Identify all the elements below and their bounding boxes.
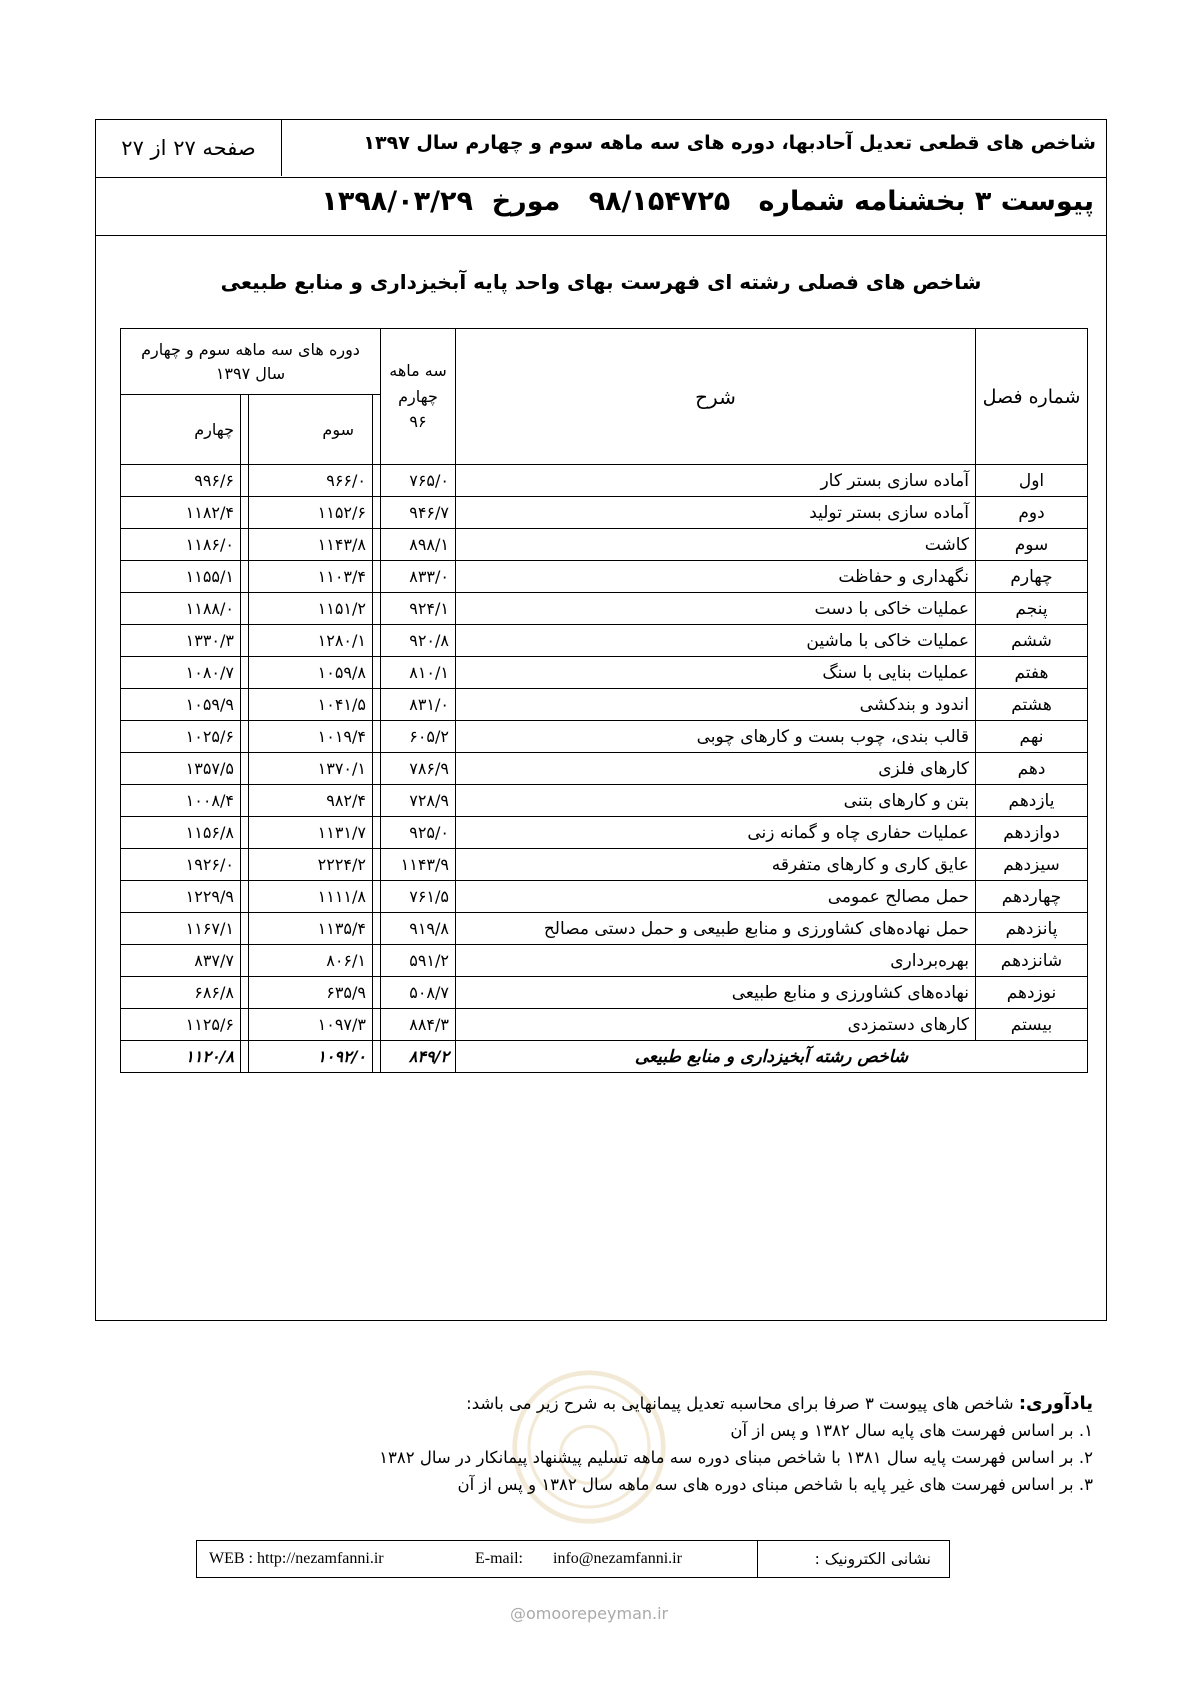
gap-cell <box>373 977 381 1009</box>
gap-cell <box>373 753 381 785</box>
notes-item: ۲. بر اساس فهرست پایه سال ۱۳۸۱ با شاخص مبنای دوره سه ماهه تسلیم پیشنهاد پیمانکار در سال ۱۳۸۲ <box>379 1448 1093 1467</box>
base-value-cell: ۹۴۶/۷ <box>381 497 456 529</box>
description-cell: عملیات حفاری چاه و گمانه زنی <box>456 817 976 849</box>
gap-cell <box>373 689 381 721</box>
q4-value-cell: ۱۰۸۰/۷ <box>121 657 241 689</box>
base-value-cell: ۱۱۴۳/۹ <box>381 849 456 881</box>
chapter-cell: دهم <box>976 753 1088 785</box>
description-cell: قالب بندی، چوب بست و کارهای چوبی <box>456 721 976 753</box>
description-cell: حمل مصالح عمومی <box>456 881 976 913</box>
description-cell: کاشت <box>456 529 976 561</box>
gap-cell <box>241 913 249 945</box>
watermark-text: @omoorepeyman.ir <box>510 1604 669 1623</box>
chapter-cell: دوم <box>976 497 1088 529</box>
q3-value-cell: ۱۳۷۰/۱ <box>249 753 373 785</box>
q3-value-cell: ۱۱۳۵/۴ <box>249 913 373 945</box>
q4-value-cell: ۱۲۲۹/۹ <box>121 881 241 913</box>
base-value-cell: ۷۲۸/۹ <box>381 785 456 817</box>
section-title: شاخص های فصلی رشته ای فهرست بهای واحد پایه آبخیزداری و منابع طبیعی <box>220 270 982 294</box>
chapter-cell: اول <box>976 465 1088 497</box>
gap-cell <box>373 817 381 849</box>
q3-value-cell: ۹۶۶/۰ <box>249 465 373 497</box>
chapter-cell: پنجم <box>976 593 1088 625</box>
description-cell: نگهداری و حفاظت <box>456 561 976 593</box>
gap-cell <box>241 625 249 657</box>
gap-cell <box>373 395 381 465</box>
contact-box <box>196 1540 950 1578</box>
q3-value-cell: ۶۳۵/۹ <box>249 977 373 1009</box>
q4-value-cell: ۶۸۶/۸ <box>121 977 241 1009</box>
table-body <box>121 465 1088 1073</box>
description-cell: بهره‌برداری <box>456 945 976 977</box>
notes-intro-text: شاخص های پیوست ۳ صرفا برای محاسبه تعدیل پیمانهایی به شرح زیر می باشد: <box>466 1394 1019 1413</box>
description-cell: عملیات خاکی با ماشین <box>456 625 976 657</box>
gap-cell <box>241 395 249 465</box>
gap-cell <box>373 945 381 977</box>
q3-value-cell: ۸۰۶/۱ <box>249 945 373 977</box>
q3-value-cell: ۱۱۰۳/۴ <box>249 561 373 593</box>
q3-value-cell: ۱۱۳۱/۷ <box>249 817 373 849</box>
email-label: E-mail: <box>475 1550 523 1567</box>
gap-cell <box>373 1041 381 1073</box>
gap-cell <box>241 497 249 529</box>
notes-item: ۳. بر اساس فهرست های غیر پایه با شاخص مبنای دوره های سه ماهه سال ۱۳۸۲ و پس از آن <box>457 1475 1093 1494</box>
table-row <box>121 657 1088 689</box>
description-cell: کارهای فلزی <box>456 753 976 785</box>
gap-cell <box>241 817 249 849</box>
description-cell: بتن و کارهای بتنی <box>456 785 976 817</box>
q3-value-cell: ۱۰۹۷/۳ <box>249 1009 373 1041</box>
table-row <box>121 977 1088 1009</box>
gap-cell <box>373 1009 381 1041</box>
chapter-cell: ششم <box>976 625 1088 657</box>
col-header-chapter: شماره فصل <box>976 329 1088 465</box>
q4-value-cell: ۱۱۸۲/۴ <box>121 497 241 529</box>
base-value-cell: ۸۱۰/۱ <box>381 657 456 689</box>
base-value-cell: ۸۹۸/۱ <box>381 529 456 561</box>
chapter-cell: نهم <box>976 721 1088 753</box>
circular-reference: پیوست ۳ بخشنامه شماره ۹۸/۱۵۴۷۲۵ مورخ ۱۳۹۸/۰۳/۲۹ <box>321 186 1094 217</box>
gap-cell <box>373 465 381 497</box>
col-header-group: دوره های سه ماهه سوم و چهارم سال ۱۳۹۷ <box>121 329 381 395</box>
table-row <box>121 561 1088 593</box>
description-cell: عایق کاری و کارهای متفرقه <box>456 849 976 881</box>
q4-value-cell: ۱۳۳۰/۳ <box>121 625 241 657</box>
gap-cell <box>373 593 381 625</box>
description-cell: آماده سازی بستر کار <box>456 465 976 497</box>
gap-cell <box>373 561 381 593</box>
q3-value-cell: ۱۱۵۱/۲ <box>249 593 373 625</box>
base-value-cell: ۹۲۰/۸ <box>381 625 456 657</box>
description-cell: عملیات بنایی با سنگ <box>456 657 976 689</box>
table-row <box>121 849 1088 881</box>
chapter-cell: سیزدهم <box>976 849 1088 881</box>
total-q3-cell: ۱۰۹۲/۰ <box>249 1041 373 1073</box>
gap-cell <box>373 881 381 913</box>
q4-value-cell: ۱۱۵۵/۱ <box>121 561 241 593</box>
base-value-cell: ۹۲۴/۱ <box>381 593 456 625</box>
description-cell: حمل نهاده‌های کشاورزی و منابع طبیعی و حمل دستی مصالح <box>456 913 976 945</box>
q3-value-cell: ۹۸۲/۴ <box>249 785 373 817</box>
base-value-cell: ۹۱۹/۸ <box>381 913 456 945</box>
q3-value-cell: ۱۲۸۰/۱ <box>249 625 373 657</box>
chapter-cell: یازدهم <box>976 785 1088 817</box>
gap-cell <box>241 1009 249 1041</box>
table-row <box>121 465 1088 497</box>
chapter-cell: هفتم <box>976 657 1088 689</box>
table-row <box>121 497 1088 529</box>
total-row <box>121 1041 1088 1073</box>
q3-value-cell: ۱۱۱۱/۸ <box>249 881 373 913</box>
gap-cell <box>373 497 381 529</box>
q3-value-cell: ۱۰۴۱/۵ <box>249 689 373 721</box>
gap-cell <box>241 785 249 817</box>
table-row <box>121 689 1088 721</box>
gap-cell <box>373 913 381 945</box>
chapter-cell: چهارم <box>976 561 1088 593</box>
total-q4-cell: ۱۱۲۰/۸ <box>121 1041 241 1073</box>
col-header-base: سه ماهه چهارم ۹۶ <box>381 329 456 465</box>
base-value-cell: ۸۳۱/۰ <box>381 689 456 721</box>
table-row <box>121 625 1088 657</box>
base-value-cell: ۹۲۵/۰ <box>381 817 456 849</box>
q4-value-cell: ۱۳۵۷/۵ <box>121 753 241 785</box>
table-row <box>121 529 1088 561</box>
table-row <box>121 1009 1088 1041</box>
chapter-cell: سوم <box>976 529 1088 561</box>
total-description-cell: شاخص رشته آبخیزداری و منابع طبیعی <box>456 1041 1088 1073</box>
notes <box>379 1390 1093 1498</box>
q4-value-cell: ۸۳۷/۷ <box>121 945 241 977</box>
col-header-q4: چهارم <box>121 395 241 465</box>
gap-cell <box>241 753 249 785</box>
chapter-cell: نوزدهم <box>976 977 1088 1009</box>
gap-cell <box>373 657 381 689</box>
base-value-cell: ۷۶۱/۵ <box>381 881 456 913</box>
table-row <box>121 721 1088 753</box>
gap-cell <box>241 849 249 881</box>
table-row <box>121 785 1088 817</box>
description-cell: اندود و بندکشی <box>456 689 976 721</box>
description-cell: نهاده‌های کشاورزی و منابع طبیعی <box>456 977 976 1009</box>
q4-value-cell: ۱۰۲۵/۶ <box>121 721 241 753</box>
page-number: صفحه ۲۷ از ۲۷ <box>96 120 282 176</box>
notes-label: یادآوری: <box>1018 1393 1093 1414</box>
q3-value-cell: ۱۰۵۹/۸ <box>249 657 373 689</box>
base-value-cell: ۵۹۱/۲ <box>381 945 456 977</box>
table-row <box>121 817 1088 849</box>
gap-cell <box>241 593 249 625</box>
q4-value-cell: ۱۱۲۵/۶ <box>121 1009 241 1041</box>
table-row <box>121 945 1088 977</box>
base-value-cell: ۸۳۳/۰ <box>381 561 456 593</box>
gap-cell <box>241 561 249 593</box>
header-row <box>96 120 1106 178</box>
table-row <box>121 753 1088 785</box>
email-link[interactable]: info@nezamfanni.ir <box>553 1550 682 1567</box>
description-cell: عملیات خاکی با دست <box>456 593 976 625</box>
base-value-cell: ۷۸۶/۹ <box>381 753 456 785</box>
index-table <box>120 328 1088 1073</box>
gap-cell <box>373 785 381 817</box>
gap-cell <box>241 977 249 1009</box>
address-label: نشانی الکترونیک : <box>757 1541 949 1577</box>
gap-cell <box>373 625 381 657</box>
table-row <box>121 881 1088 913</box>
chapter-cell: هشتم <box>976 689 1088 721</box>
gap-cell <box>373 721 381 753</box>
gap-cell <box>241 881 249 913</box>
q4-value-cell: ۱۱۸۸/۰ <box>121 593 241 625</box>
circular-row <box>96 178 1106 236</box>
q3-value-cell: ۱۱۵۲/۶ <box>249 497 373 529</box>
base-value-cell: ۸۸۴/۳ <box>381 1009 456 1041</box>
q4-value-cell: ۱۰۵۹/۹ <box>121 689 241 721</box>
base-value-cell: ۵۰۸/۷ <box>381 977 456 1009</box>
col-header-q3: سوم <box>249 395 373 465</box>
chapter-cell: دوازدهم <box>976 817 1088 849</box>
description-cell: آماده سازی بستر تولید <box>456 497 976 529</box>
gap-cell <box>241 945 249 977</box>
base-value-cell: ۶۰۵/۲ <box>381 721 456 753</box>
table-row <box>121 913 1088 945</box>
gap-cell <box>241 529 249 561</box>
description-cell: کارهای دستمزدی <box>456 1009 976 1041</box>
col-header-description: شرح <box>456 329 976 465</box>
gap-cell <box>241 657 249 689</box>
q3-value-cell: ۱۰۱۹/۴ <box>249 721 373 753</box>
gap-cell <box>373 529 381 561</box>
chapter-cell: پانزدهم <box>976 913 1088 945</box>
q4-value-cell: ۱۹۲۶/۰ <box>121 849 241 881</box>
page-frame <box>95 119 1107 1321</box>
q4-value-cell: ۱۱۸۶/۰ <box>121 529 241 561</box>
website-link[interactable]: WEB : http://nezamfanni.ir <box>209 1550 384 1567</box>
base-value-cell: ۷۶۵/۰ <box>381 465 456 497</box>
gap-cell <box>241 689 249 721</box>
total-base-cell: ۸۴۹/۲ <box>381 1041 456 1073</box>
q4-value-cell: ۹۹۶/۶ <box>121 465 241 497</box>
q4-value-cell: ۱۱۵۶/۸ <box>121 817 241 849</box>
notes-item: ۱. بر اساس فهرست های پایه سال ۱۳۸۲ و پس از آن <box>730 1421 1093 1440</box>
chapter-cell: شانزدهم <box>976 945 1088 977</box>
header-title: شاخص های قطعی تعدیل آحادبها، دوره های سه ماهه سوم و چهارم سال ۱۳۹۷ <box>363 132 1096 154</box>
gap-cell <box>373 849 381 881</box>
gap-cell <box>241 465 249 497</box>
q3-value-cell: ۲۲۲۴/۲ <box>249 849 373 881</box>
table-row <box>121 593 1088 625</box>
chapter-cell: چهاردهم <box>976 881 1088 913</box>
q4-value-cell: ۱۱۶۷/۱ <box>121 913 241 945</box>
q3-value-cell: ۱۱۴۳/۸ <box>249 529 373 561</box>
notes-intro <box>379 1390 1093 1417</box>
chapter-cell: بیستم <box>976 1009 1088 1041</box>
q4-value-cell: ۱۰۰۸/۴ <box>121 785 241 817</box>
gap-cell <box>241 1041 249 1073</box>
gap-cell <box>241 721 249 753</box>
